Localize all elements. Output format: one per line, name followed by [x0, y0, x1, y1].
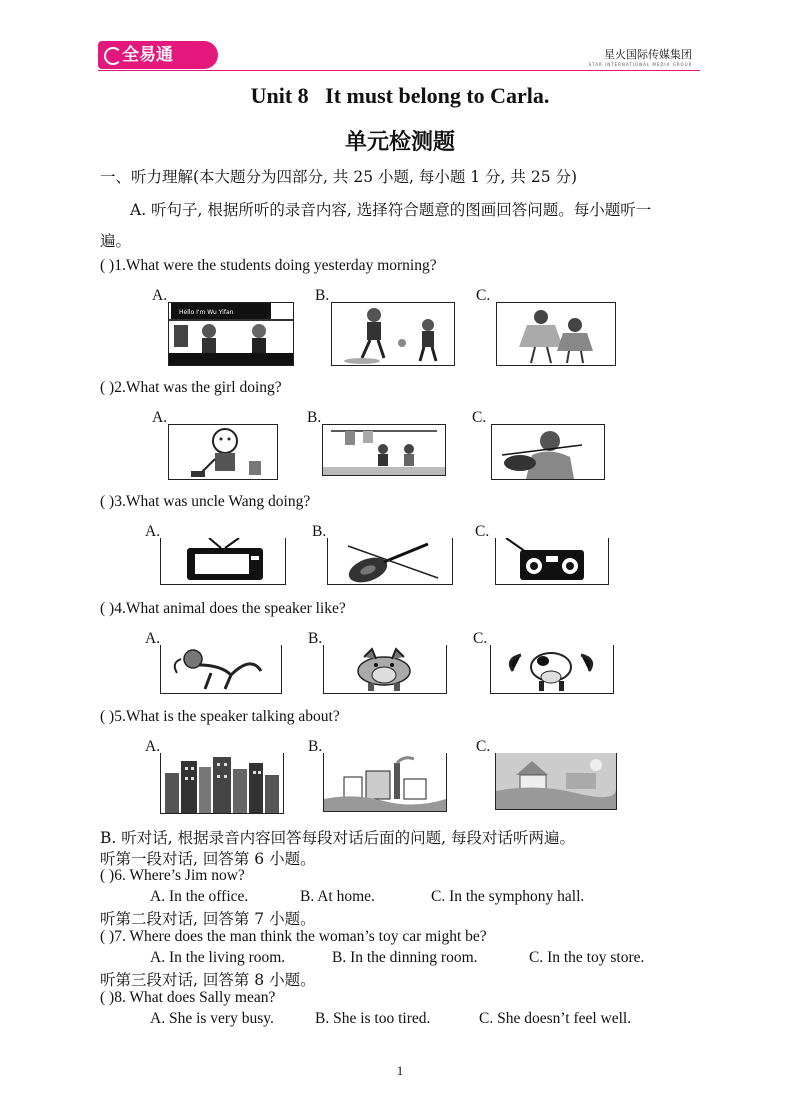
page-subtitle: 单元检测题 — [344, 130, 455, 155]
q7-option-c: C. In the toy store. — [529, 949, 645, 966]
q1-option-c-label: C. — [476, 287, 491, 304]
part-a-instruction-cont: 遍。 — [100, 232, 132, 250]
question-7-stem: ( )7. Where does the man think the woman’s toy car might be? — [100, 928, 487, 945]
q3-picture-c-radio — [495, 538, 609, 585]
logo-text: 全易通 — [122, 45, 173, 65]
q3-option-a-label: A. — [145, 523, 161, 540]
q4-picture-b-horse — [323, 645, 447, 694]
q1-picture-c-dancing — [496, 302, 616, 366]
q1-option-a-label: A. — [152, 287, 168, 304]
q7-option-a: A. In the living room. — [150, 949, 286, 966]
q6-option-c: C. In the symphony hall. — [431, 888, 585, 905]
question-1-stem: ( )1.What were the students doing yesterday morning? — [100, 257, 437, 274]
q3-option-c-label: C. — [475, 523, 490, 540]
q2-option-a-label: A. — [152, 409, 168, 426]
question-6-stem: ( )6. Where’s Jim now? — [100, 867, 245, 884]
q4-picture-a-monkey — [160, 645, 282, 694]
q2-picture-a-cleaning — [168, 424, 278, 480]
q6-option-b: B. At home. — [300, 888, 375, 905]
q7-option-b: B. In the dinning room. — [332, 949, 478, 966]
q1-picture-b-playing — [331, 302, 455, 366]
q8-option-b: B. She is too tired. — [315, 1010, 431, 1027]
dialog-1-intro: 听第一段对话, 回答第 6 小题。 — [100, 850, 316, 868]
q4-option-c-label: C. — [473, 630, 488, 647]
brand-logo — [98, 41, 218, 69]
q5-picture-c-countryside — [495, 753, 617, 810]
publisher-name: 星火国际传媒集团 — [604, 48, 692, 61]
publisher-block — [589, 46, 692, 67]
q4-picture-c-cow — [490, 645, 614, 694]
swirl-icon — [104, 47, 122, 65]
q2-option-c-label: C. — [472, 409, 487, 426]
q6-option-a: A. In the office. — [150, 888, 249, 905]
page-title: Unit 8 It must belong to Carla. — [250, 83, 550, 108]
q1-picture-a-classroom — [168, 302, 294, 366]
q5-picture-a-city — [160, 753, 284, 814]
header-divider — [98, 70, 700, 71]
q4-option-b-label: B. — [308, 630, 323, 647]
q5-option-c-label: C. — [476, 738, 491, 755]
q4-option-a-label: A. — [145, 630, 161, 647]
question-3-stem: ( )3.What was uncle Wang doing? — [100, 493, 311, 510]
q3-option-b-label: B. — [312, 523, 327, 540]
dialog-3-intro: 听第三段对话, 回答第 8 小题。 — [100, 971, 316, 989]
q2-option-b-label: B. — [307, 409, 322, 426]
part-b-instruction: B. 听对话, 根据录音内容回答每段对话后面的问题, 每段对话听两遍。 — [100, 829, 575, 847]
q3-picture-b-violin — [327, 538, 453, 585]
q5-picture-b-factory — [323, 753, 447, 812]
q5-option-b-label: B. — [308, 738, 323, 755]
q1-sign-text: Hello I'm Wu Yifan — [179, 309, 234, 316]
question-4-stem: ( )4.What animal does the speaker like? — [100, 600, 346, 617]
q2-picture-b-children-outdoors — [322, 424, 446, 476]
q3-picture-a-television — [160, 538, 286, 585]
q2-picture-c-violin — [491, 424, 605, 480]
publisher-subtitle: STAR INTERNATIONAL MEDIA GROUP — [588, 62, 692, 67]
section-heading: 一、听力理解(本大题分为四部分, 共 25 小题, 每小题 1 分, 共 25 分) — [100, 168, 578, 186]
question-5-stem: ( )5.What is the speaker talking about? — [100, 708, 340, 725]
question-2-stem: ( )2.What was the girl doing? — [100, 379, 282, 396]
question-8-stem: ( )8. What does Sally mean? — [100, 989, 276, 1006]
q8-option-c: C. She doesn’t feel well. — [479, 1010, 632, 1027]
page-number: 1 — [396, 1063, 404, 1078]
q5-option-a-label: A. — [145, 738, 161, 755]
q8-option-a: A. She is very busy. — [150, 1010, 274, 1027]
q1-option-b-label: B. — [315, 287, 330, 304]
part-a-instruction: A. 听句子, 根据所听的录音内容, 选择符合题意的图画回答问题。每小题听一 — [130, 201, 652, 219]
dialog-2-intro: 听第二段对话, 回答第 7 小题。 — [100, 910, 316, 928]
